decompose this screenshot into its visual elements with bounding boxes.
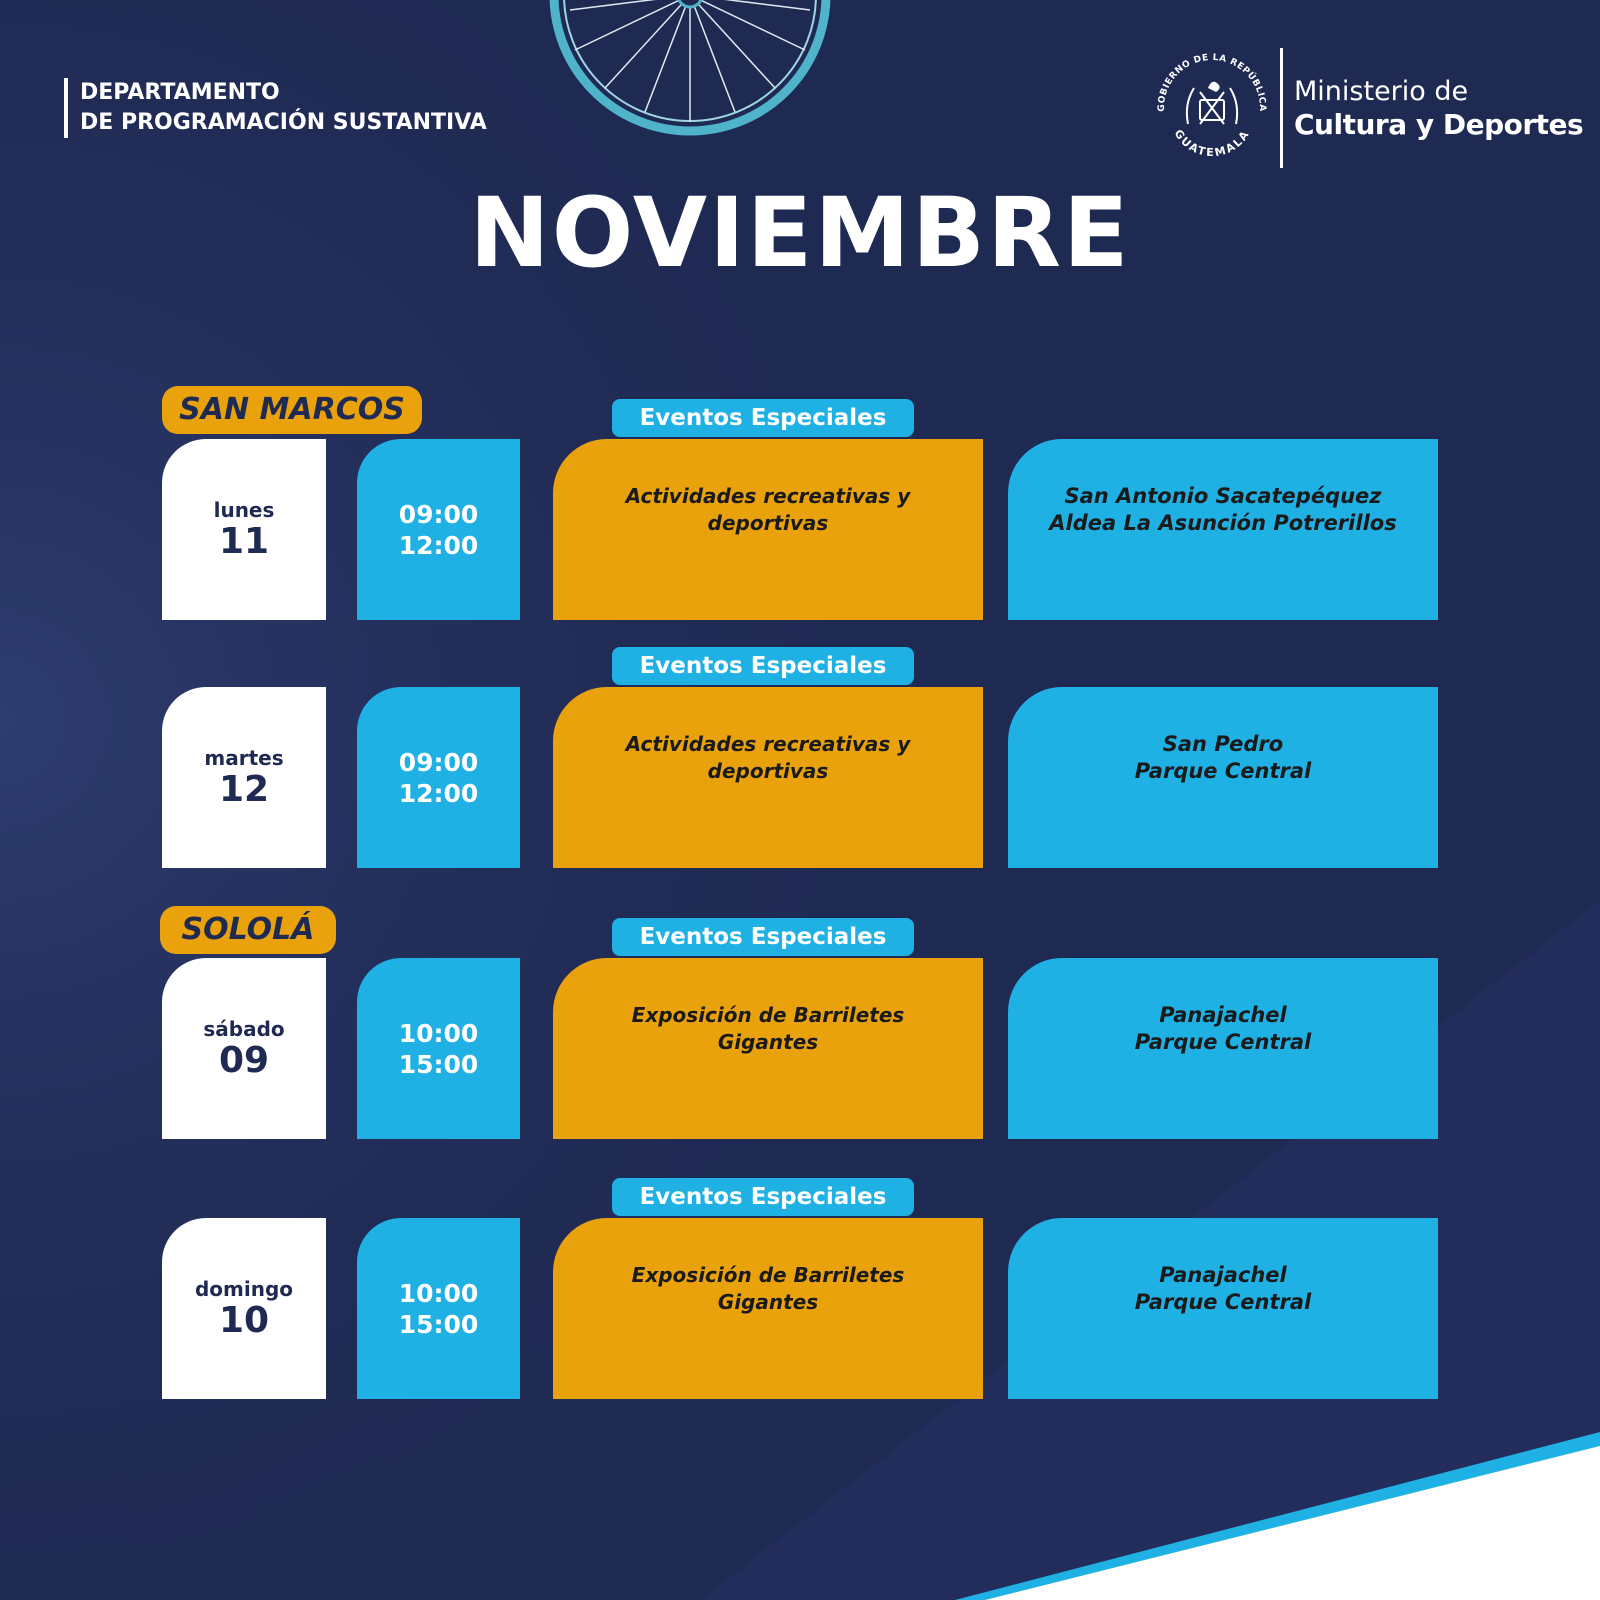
- event-category-label: Eventos Especiales: [612, 918, 914, 956]
- event-category-label: Eventos Especiales: [612, 1178, 914, 1216]
- department-line-2: DE PROGRAMACIÓN SUSTANTIVA: [80, 110, 487, 135]
- day-name: lunes: [213, 497, 275, 522]
- ministry-line-2: Cultura y Deportes: [1294, 108, 1584, 141]
- day-number: 09: [218, 1039, 270, 1081]
- activity-text: Exposición de Barriletes Gigantes: [631, 1002, 905, 1054]
- event-category-label: Eventos Especiales: [612, 399, 914, 437]
- place-line-1: San Antonio Sacatepéquez: [1064, 483, 1382, 508]
- time-start: 09:00: [398, 499, 479, 529]
- region-badge-san-marcos: SAN MARCOS: [162, 386, 422, 434]
- place-line-1: San Pedro: [1162, 731, 1284, 756]
- department-line-1: DEPARTAMENTO: [80, 80, 280, 105]
- page-title: NOVIEMBRE: [469, 177, 1131, 289]
- time-end: 12:00: [398, 530, 479, 560]
- day-name: domingo: [194, 1276, 294, 1301]
- time-start: 10:00: [398, 1018, 479, 1048]
- place-line-2: Parque Central: [1134, 758, 1312, 783]
- time-end: 15:00: [398, 1309, 479, 1339]
- time-start: 10:00: [398, 1278, 479, 1308]
- place-line-2: Aldea La Asunción Potrerillos: [1049, 510, 1397, 535]
- event-category-label: Eventos Especiales: [612, 647, 914, 685]
- ministry-line-1: Ministerio de: [1294, 76, 1469, 107]
- seal-text-top: GOBIERNO DE LA REPÚBLICA: [1156, 52, 1268, 112]
- time-end: 15:00: [398, 1049, 479, 1079]
- region-badge-solola: SOLOLÁ: [160, 906, 336, 954]
- activity-text: Exposición de Barriletes Gigantes: [631, 1262, 905, 1314]
- day-number: 12: [218, 768, 270, 810]
- day-number: 11: [218, 520, 270, 562]
- place-line-1: Panajachel: [1159, 1262, 1287, 1287]
- day-number: 10: [218, 1299, 270, 1341]
- time-start: 09:00: [398, 747, 479, 777]
- place-line-2: Parque Central: [1134, 1029, 1312, 1054]
- time-end: 12:00: [398, 778, 479, 808]
- place-line-2: Parque Central: [1134, 1289, 1312, 1314]
- place-line-1: Panajachel: [1159, 1002, 1287, 1027]
- day-name: martes: [204, 745, 284, 770]
- seal-text-bottom: GUATEMALA: [1171, 127, 1253, 160]
- activity-text: Actividades recreativas y deportivas: [625, 731, 911, 783]
- activity-text: Actividades recreativas y deportivas: [625, 483, 911, 535]
- day-name: sábado: [203, 1016, 285, 1041]
